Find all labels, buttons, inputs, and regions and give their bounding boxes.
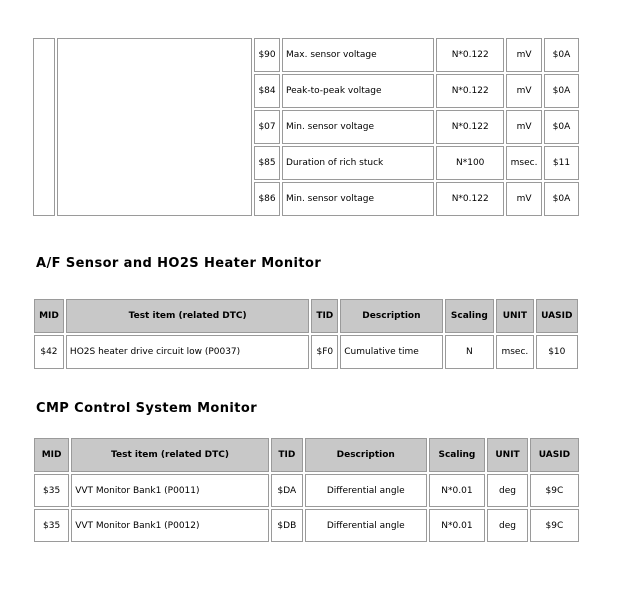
tid-cell: $DA [271,474,303,507]
uasid-cell: $10 [536,335,578,369]
test-item-cell: VVT Monitor Bank1 (P0012) [71,509,269,542]
test-item-cell: VVT Monitor Bank1 (P0011) [71,474,269,507]
scaling-cell: N*0.01 [429,474,486,507]
tid-cell: $86 [254,182,280,216]
header-description: Description [305,438,427,472]
table-row [34,474,579,507]
header-uasid: UASID [536,299,578,333]
header-uasid: UASID [530,438,579,472]
section-title-af-sensor: A/F Sensor and HO2S Heater Monitor [36,256,322,271]
header-unit: UNIT [487,438,528,472]
description-cell: Min. sensor voltage [282,182,434,216]
uasid-cell: $0A [544,38,579,72]
header-description: Description [340,299,442,333]
header-scaling: Scaling [429,438,486,472]
scaling-cell: N*0.122 [436,182,504,216]
table-row [34,509,579,542]
uasid-cell: $9C [530,509,579,542]
section-title-cmp-control: CMP Control System Monitor [36,401,258,416]
tid-cell: $07 [254,110,280,144]
tid-cell: $90 [254,38,280,72]
description-cell: Peak-to-peak voltage [282,74,434,108]
unit-cell: msec. [506,146,542,180]
o2-sensor-monitor-table-continued [31,36,581,218]
af-sensor-heater-table [32,297,580,371]
scaling-cell: N*0.122 [436,74,504,108]
header-mid: MID [34,438,69,472]
uasid-cell: $0A [544,74,579,108]
header-tid: TID [311,299,338,333]
description-cell: Differential angle [305,509,427,542]
unit-cell: msec. [496,335,533,369]
scaling-cell: N*100 [436,146,504,180]
unit-cell: mV [506,74,542,108]
uasid-cell: $9C [530,474,579,507]
unit-cell: deg [487,474,528,507]
unit-cell: mV [506,110,542,144]
test-item-cell-empty [57,38,252,216]
tid-cell: $F0 [311,335,338,369]
description-cell: Differential angle [305,474,427,507]
description-cell: Max. sensor voltage [282,38,434,72]
uasid-cell: $0A [544,110,579,144]
tid-cell: $DB [271,509,303,542]
header-scaling: Scaling [445,299,495,333]
test-item-cell: HO2S heater drive circuit low (P0037) [66,335,309,369]
unit-cell: mV [506,182,542,216]
description-cell: Min. sensor voltage [282,110,434,144]
mid-cell: $35 [34,509,69,542]
tid-cell: $85 [254,146,280,180]
uasid-cell: $0A [544,182,579,216]
unit-cell: mV [506,38,542,72]
cmp-control-table [32,436,581,544]
header-mid: MID [34,299,64,333]
table-row [33,38,579,72]
scaling-cell: N*0.122 [436,38,504,72]
header-tid: TID [271,438,303,472]
table-header-row [34,438,579,472]
mid-cell-empty [33,38,55,216]
description-cell: Duration of rich stuck [282,146,434,180]
mid-cell: $35 [34,474,69,507]
scaling-cell: N*0.122 [436,110,504,144]
scaling-cell: N*0.01 [429,509,486,542]
tid-cell: $84 [254,74,280,108]
uasid-cell: $11 [544,146,579,180]
header-test-item: Test item (related DTC) [71,438,269,472]
mid-cell: $42 [34,335,64,369]
table-header-row [34,299,578,333]
header-test-item: Test item (related DTC) [66,299,309,333]
description-cell: Cumulative time [340,335,442,369]
scaling-cell: N [445,335,495,369]
header-unit: UNIT [496,299,533,333]
table-row [34,335,578,369]
unit-cell: deg [487,509,528,542]
